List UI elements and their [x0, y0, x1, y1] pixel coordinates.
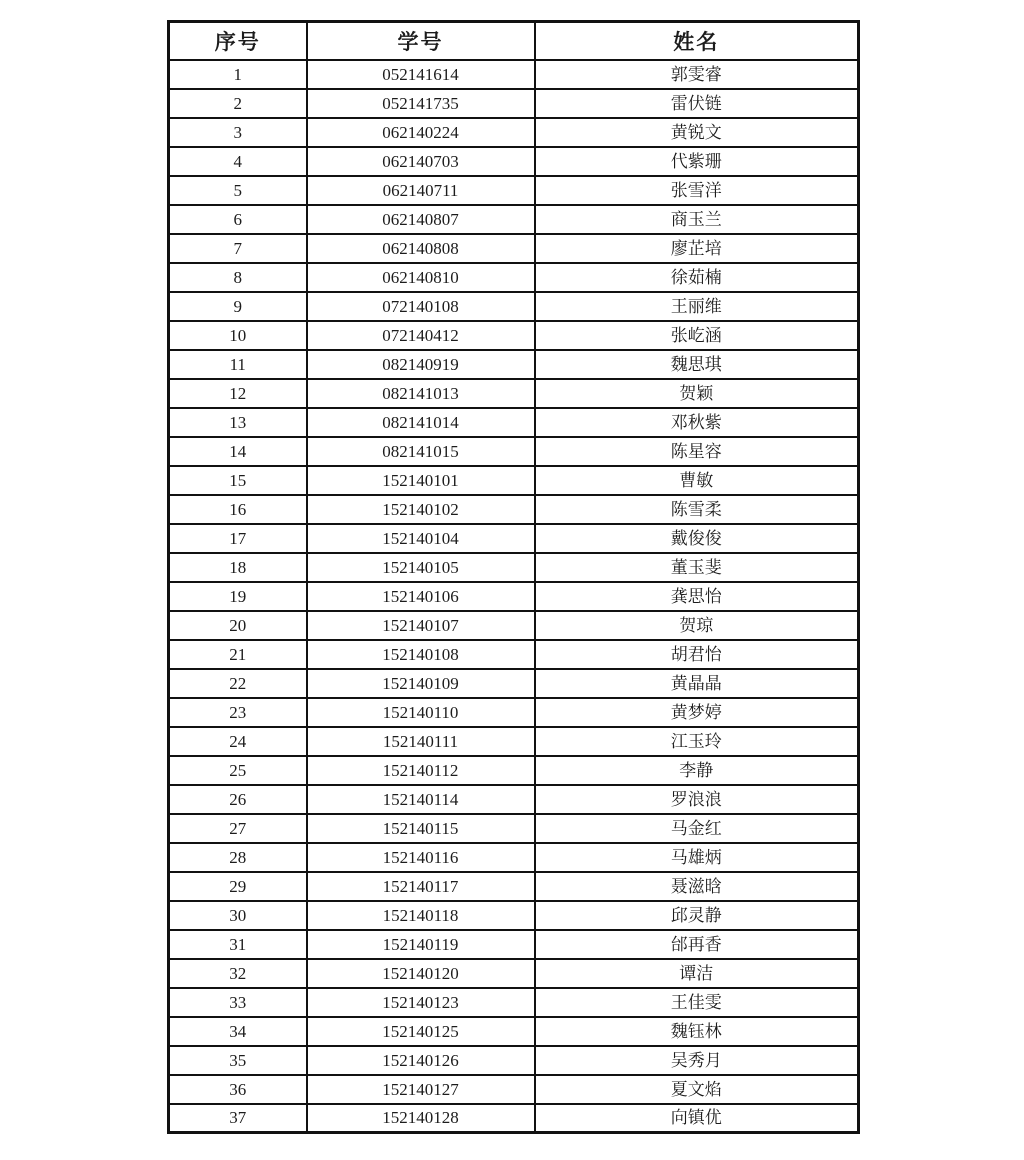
- student-name-cell: 龚思怡: [535, 582, 859, 611]
- table-row: [169, 263, 859, 292]
- column-header-name: 姓名: [535, 22, 859, 60]
- table-row: [169, 582, 859, 611]
- table-row: [169, 350, 859, 379]
- table-row: [169, 205, 859, 234]
- table-row: [169, 959, 859, 988]
- table-row: [169, 234, 859, 263]
- student-id-cell: 072140412: [307, 321, 535, 350]
- row-index-cell: 13: [169, 408, 307, 437]
- row-index-cell: 7: [169, 234, 307, 263]
- student-name-cell: 雷伏链: [535, 89, 859, 118]
- student-name-cell: 戴俊俊: [535, 524, 859, 553]
- table-row: [169, 1075, 859, 1104]
- student-id-cell: 152140123: [307, 988, 535, 1017]
- student-name-cell: 张雪洋: [535, 176, 859, 205]
- student-id-cell: 152140125: [307, 1017, 535, 1046]
- student-id-cell: 152140117: [307, 872, 535, 901]
- student-name-cell: 谭洁: [535, 959, 859, 988]
- table-row: [169, 872, 859, 901]
- row-index-cell: 3: [169, 118, 307, 147]
- row-index-cell: 36: [169, 1075, 307, 1104]
- table-row: [169, 176, 859, 205]
- student-name-cell: 吴秀月: [535, 1046, 859, 1075]
- student-name-cell: 魏钰林: [535, 1017, 859, 1046]
- table-header: [169, 22, 859, 60]
- student-id-cell: 152140110: [307, 698, 535, 727]
- student-id-cell: 062140703: [307, 147, 535, 176]
- student-id-cell: 152140111: [307, 727, 535, 756]
- row-index-cell: 18: [169, 553, 307, 582]
- student-name-cell: 曹敏: [535, 466, 859, 495]
- row-index-cell: 21: [169, 640, 307, 669]
- student-id-cell: 152140104: [307, 524, 535, 553]
- row-index-cell: 37: [169, 1104, 307, 1133]
- student-id-cell: 152140112: [307, 756, 535, 785]
- student-id-cell: 152140127: [307, 1075, 535, 1104]
- student-name-cell: 陈星容: [535, 437, 859, 466]
- row-index-cell: 23: [169, 698, 307, 727]
- student-name-cell: 江玉玲: [535, 727, 859, 756]
- student-name-cell: 黄锐文: [535, 118, 859, 147]
- student-name-cell: 徐茹楠: [535, 263, 859, 292]
- table-row: [169, 379, 859, 408]
- row-index-cell: 33: [169, 988, 307, 1017]
- table-row: [169, 814, 859, 843]
- table-row: [169, 1104, 859, 1133]
- student-name-cell: 贺琼: [535, 611, 859, 640]
- table-row: [169, 89, 859, 118]
- row-index-cell: 26: [169, 785, 307, 814]
- student-id-cell: 062140711: [307, 176, 535, 205]
- column-header-index: 序号: [169, 22, 307, 60]
- row-index-cell: 11: [169, 350, 307, 379]
- student-id-cell: 082141015: [307, 437, 535, 466]
- student-name-cell: 夏文焰: [535, 1075, 859, 1104]
- row-index-cell: 28: [169, 843, 307, 872]
- student-name-cell: 邓秋紫: [535, 408, 859, 437]
- student-name-cell: 马金红: [535, 814, 859, 843]
- student-id-cell: 062140224: [307, 118, 535, 147]
- student-id-cell: 152140105: [307, 553, 535, 582]
- student-name-cell: 王佳雯: [535, 988, 859, 1017]
- table-row: [169, 118, 859, 147]
- student-id-cell: 152140107: [307, 611, 535, 640]
- table-row: [169, 988, 859, 1017]
- student-name-cell: 聂滋晗: [535, 872, 859, 901]
- row-index-cell: 24: [169, 727, 307, 756]
- row-index-cell: 31: [169, 930, 307, 959]
- row-index-cell: 27: [169, 814, 307, 843]
- student-roster-table: [167, 20, 860, 1134]
- row-index-cell: 2: [169, 89, 307, 118]
- student-name-cell: 魏思琪: [535, 350, 859, 379]
- table-row: [169, 930, 859, 959]
- student-name-cell: 黄梦婷: [535, 698, 859, 727]
- table-row: [169, 466, 859, 495]
- table-row: [169, 727, 859, 756]
- student-id-cell: 152140128: [307, 1104, 535, 1133]
- student-name-cell: 代紫珊: [535, 147, 859, 176]
- row-index-cell: 12: [169, 379, 307, 408]
- student-name-cell: 马雄炳: [535, 843, 859, 872]
- row-index-cell: 14: [169, 437, 307, 466]
- row-index-cell: 25: [169, 756, 307, 785]
- row-index-cell: 19: [169, 582, 307, 611]
- row-index-cell: 34: [169, 1017, 307, 1046]
- table-row: [169, 1017, 859, 1046]
- student-id-cell: 082140919: [307, 350, 535, 379]
- student-id-cell: 152140108: [307, 640, 535, 669]
- student-id-cell: 062140807: [307, 205, 535, 234]
- row-index-cell: 20: [169, 611, 307, 640]
- student-name-cell: 邰再香: [535, 930, 859, 959]
- student-name-cell: 郭雯睿: [535, 60, 859, 89]
- row-index-cell: 17: [169, 524, 307, 553]
- row-index-cell: 32: [169, 959, 307, 988]
- table-row: [169, 292, 859, 321]
- student-name-cell: 罗浪浪: [535, 785, 859, 814]
- row-index-cell: 8: [169, 263, 307, 292]
- table-row: [169, 698, 859, 727]
- student-id-cell: 152140114: [307, 785, 535, 814]
- table-body: [169, 60, 859, 1133]
- student-name-cell: 张屹涵: [535, 321, 859, 350]
- table-row: [169, 553, 859, 582]
- student-id-cell: 072140108: [307, 292, 535, 321]
- student-id-cell: 152140115: [307, 814, 535, 843]
- student-name-cell: 黄晶晶: [535, 669, 859, 698]
- student-id-cell: 152140116: [307, 843, 535, 872]
- row-index-cell: 4: [169, 147, 307, 176]
- table-row: [169, 611, 859, 640]
- column-header-student-id: 学号: [307, 22, 535, 60]
- row-index-cell: 10: [169, 321, 307, 350]
- row-index-cell: 9: [169, 292, 307, 321]
- row-index-cell: 35: [169, 1046, 307, 1075]
- student-id-cell: 062140808: [307, 234, 535, 263]
- row-index-cell: 15: [169, 466, 307, 495]
- row-index-cell: 1: [169, 60, 307, 89]
- table-row: [169, 640, 859, 669]
- student-id-cell: 152140119: [307, 930, 535, 959]
- student-name-cell: 董玉斐: [535, 553, 859, 582]
- student-id-cell: 152140118: [307, 901, 535, 930]
- student-name-cell: 廖芷培: [535, 234, 859, 263]
- student-name-cell: 邱灵静: [535, 901, 859, 930]
- student-id-cell: 052141735: [307, 89, 535, 118]
- table-row: [169, 408, 859, 437]
- table-row: [169, 785, 859, 814]
- student-name-cell: 王丽维: [535, 292, 859, 321]
- row-index-cell: 22: [169, 669, 307, 698]
- student-id-cell: 082141014: [307, 408, 535, 437]
- table-row: [169, 843, 859, 872]
- table-row: [169, 437, 859, 466]
- table-row: [169, 147, 859, 176]
- table-row: [169, 524, 859, 553]
- student-id-cell: 062140810: [307, 263, 535, 292]
- student-name-cell: 李静: [535, 756, 859, 785]
- student-id-cell: 082141013: [307, 379, 535, 408]
- row-index-cell: 16: [169, 495, 307, 524]
- student-id-cell: 152140126: [307, 1046, 535, 1075]
- table-row: [169, 495, 859, 524]
- table-row: [169, 60, 859, 89]
- student-id-cell: 152140120: [307, 959, 535, 988]
- header-row: [169, 22, 859, 60]
- row-index-cell: 30: [169, 901, 307, 930]
- table-row: [169, 1046, 859, 1075]
- student-name-cell: 商玉兰: [535, 205, 859, 234]
- student-id-cell: 052141614: [307, 60, 535, 89]
- row-index-cell: 29: [169, 872, 307, 901]
- student-id-cell: 152140102: [307, 495, 535, 524]
- student-name-cell: 胡君怡: [535, 640, 859, 669]
- student-name-cell: 陈雪柔: [535, 495, 859, 524]
- student-id-cell: 152140109: [307, 669, 535, 698]
- table-row: [169, 669, 859, 698]
- row-index-cell: 5: [169, 176, 307, 205]
- student-id-cell: 152140101: [307, 466, 535, 495]
- student-id-cell: 152140106: [307, 582, 535, 611]
- table-row: [169, 901, 859, 930]
- student-name-cell: 向镇优: [535, 1104, 859, 1133]
- student-name-cell: 贺颖: [535, 379, 859, 408]
- row-index-cell: 6: [169, 205, 307, 234]
- table-row: [169, 756, 859, 785]
- table-row: [169, 321, 859, 350]
